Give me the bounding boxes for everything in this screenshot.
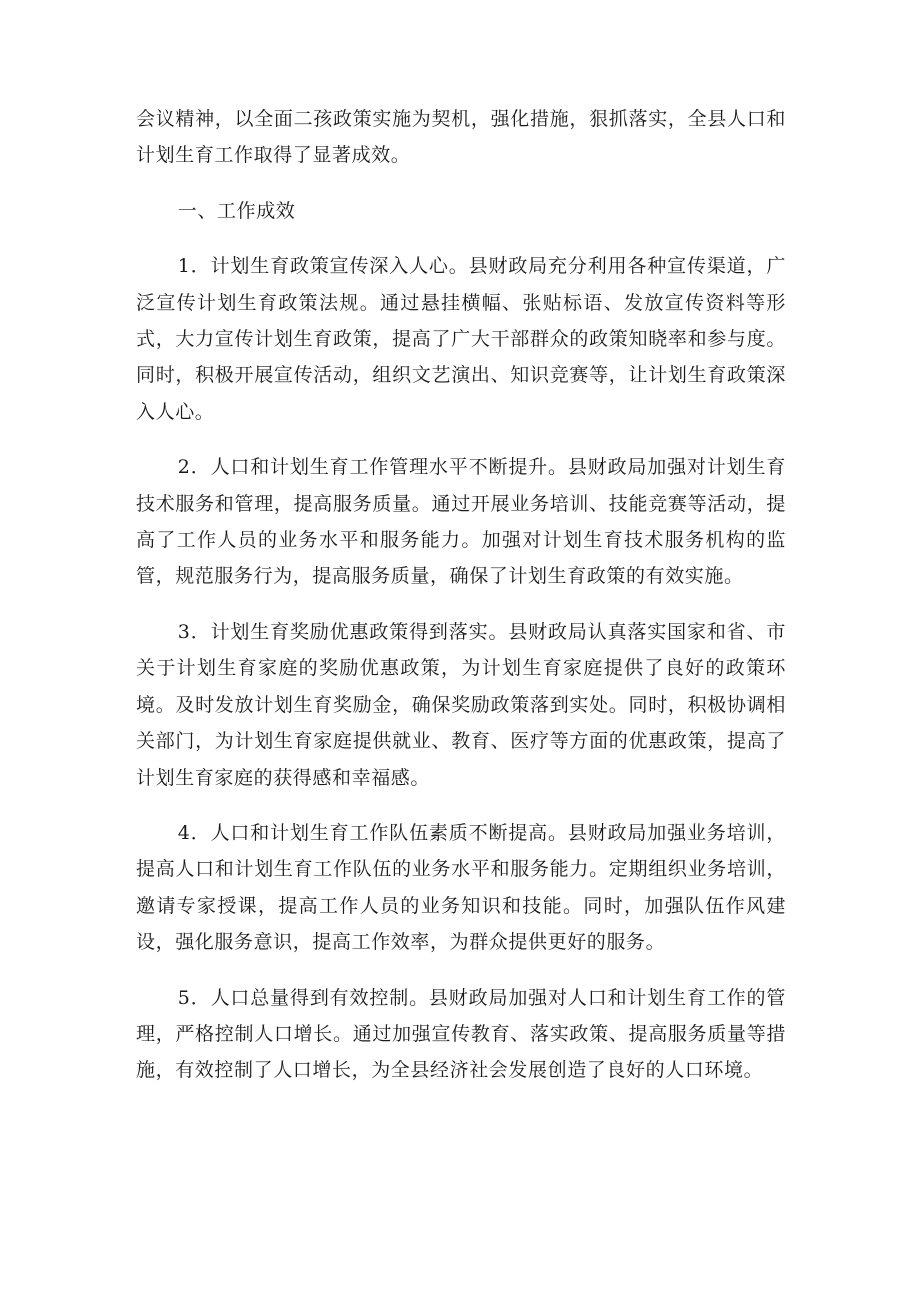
- item-paragraph-3: 3．计划生育奖励优惠政策得到落实。县财政局认真落实国家和省、市关于计划生育家庭的奖励优惠政策，为计划生育家庭提供了良好的政策环境。及时发放计划生育奖励金，确保奖励政策落到实处。同时，积极协调相关部门，为计划生育家庭提供就业、教育、医疗等方面的优惠政策，提高了计划生育家庭的获得感和幸福感。: [136, 620, 786, 789]
- item-paragraph-4: 4．人口和计划生育工作队伍素质不断提高。县财政局加强业务培训，提高人口和计划生育工作队伍的业务水平和服务能力。定期组织业务培训，邀请专家授课，提高工作人员的业务知识和技能。同时，加强队伍作风建设，强化服务意识，提高工作效率，为群众提供更好的服务。: [136, 821, 786, 954]
- document-body: [136, 101, 786, 1108]
- item-paragraph-1: 1．计划生育政策宣传深入人心。县财政局充分利用各种宣传渠道，广泛宣传计划生育政策法规。通过悬挂横幅、张贴标语、发放宣传资料等形式，大力宣传计划生育政策，提高了广大干部群众的政策知晓率和参与度。同时，积极开展宣传活动，组织文艺演出、知识竞赛等，让计划生育政策深入人心。: [136, 255, 786, 423]
- section-heading: 一、工作成效: [177, 199, 296, 222]
- intro-paragraph: 会议精神，以全面二孩政策实施为契机，强化措施，狠抓落实，全县人口和计划生育工作取得了显著成效。: [136, 108, 786, 167]
- item-paragraph-2: 2．人口和计划生育工作管理水平不断提升。县财政局加强对计划生育技术服务和管理，提高服务质量。通过开展业务培训、技能竞赛等活动，提高了工作人员的业务水平和服务能力。加强对计划生育技术服务机构的监管，规范服务行为，提高服务质量，确保了计划生育政策的有效实施。: [136, 456, 786, 588]
- item-paragraph-5: 5．人口总量得到有效控制。县财政局加强对人口和计划生育工作的管理，严格控制人口增长。通过加强宣传教育、落实政策、提高服务质量等措施，有效控制了人口增长，为全县经济社会发展创造了良好的人口环境。: [136, 986, 786, 1082]
